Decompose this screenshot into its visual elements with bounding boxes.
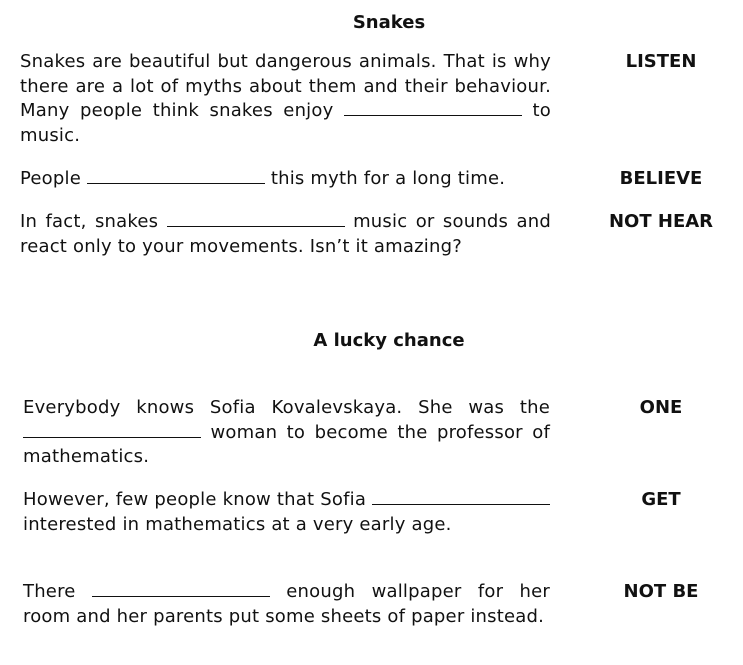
keyword-get: GET (641, 489, 681, 510)
gap-fill-sentence-6 (23, 580, 550, 629)
sentence-text-before: Everybody knows Sofia Kovalevskaya. She was the (23, 397, 550, 418)
sentence-text-after: to music. (20, 100, 551, 146)
sentence-text-after: interested in mathematics at a very early age. (23, 513, 452, 535)
keyword-listen: LISTEN (625, 51, 697, 72)
keyword-not-hear: NOT HEAR (608, 211, 714, 232)
sentence-text-after: enough wallpaper for her room and her parents put some sheets of paper instead. (23, 581, 551, 627)
sentence-text-before: People (20, 168, 82, 189)
keyword-not-be: NOT BE (623, 581, 699, 602)
sentence-text-after: this myth for a long time. (270, 168, 506, 189)
gap-fill-sentence-1 (20, 50, 551, 148)
gap-fill-sentence-2 (20, 167, 551, 192)
sentence-text-after: music or sounds and react only to your movements. Isn’t it amazing? (20, 211, 552, 257)
keyword-believe: BELIEVE (619, 168, 703, 189)
answer-blank-3[interactable] (167, 211, 345, 227)
answer-blank-2[interactable] (87, 168, 265, 184)
answer-blank-4[interactable] (23, 422, 201, 438)
answer-blank-6[interactable] (92, 581, 270, 597)
section-title-a-lucky-chance: A lucky chance (313, 330, 465, 351)
section-title-snakes: Snakes (352, 12, 426, 33)
gap-fill-sentence-4 (23, 396, 550, 470)
sentence-text-before: In fact, snakes (20, 211, 159, 232)
keyword-one: ONE (639, 397, 683, 418)
sentence-text-before: There (23, 581, 76, 602)
sentence-text-before: Snakes are beautiful but dangerous animals. That is why there are a lot of myths about them and their behaviour. Many people think snakes enjoy (20, 51, 551, 121)
answer-blank-1[interactable] (344, 100, 522, 116)
gap-fill-sentence-3 (20, 210, 551, 259)
gap-fill-sentence-5 (23, 488, 550, 537)
answer-blank-5[interactable] (372, 489, 550, 505)
sentence-text-after: woman to become the professor of mathematics. (23, 421, 551, 467)
sentence-text-before: However, few people know that Sofia (23, 489, 367, 510)
